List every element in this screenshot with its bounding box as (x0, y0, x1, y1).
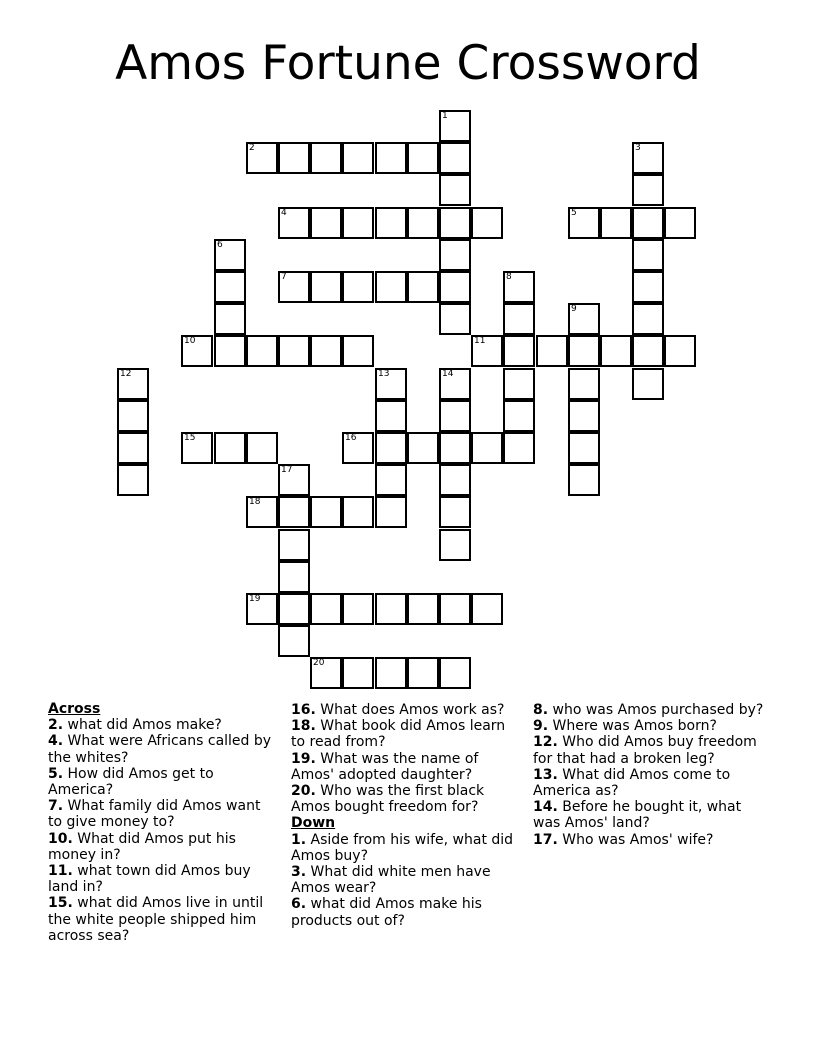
clue-item (291, 783, 519, 815)
clues-column-2 (291, 702, 519, 929)
clue-text: What did Amos put his money in? (48, 830, 236, 863)
clue-text: who was Amos purchased by? (552, 702, 764, 718)
clue-item (533, 767, 768, 799)
grid-cell[interactable] (439, 400, 471, 432)
clue-number: 8. (533, 702, 549, 718)
cell-number: 1 (442, 111, 448, 121)
clue-text: What did Amos come to America as? (533, 766, 731, 800)
grid-cell[interactable] (407, 207, 439, 239)
clue-number: 19. (291, 750, 316, 767)
grid-cell[interactable] (278, 207, 310, 239)
clue-number: 10. (48, 830, 73, 847)
clue-item (291, 896, 519, 928)
grid-cell[interactable] (375, 400, 407, 432)
grid-cell[interactable] (407, 432, 439, 464)
grid-cell[interactable] (375, 271, 407, 303)
grid-cell[interactable] (471, 335, 503, 367)
grid-cell[interactable] (342, 657, 374, 689)
down-heading: Down (291, 815, 336, 832)
clue-text: How did Amos get to America? (48, 765, 214, 799)
grid-cell[interactable] (471, 207, 503, 239)
clue-text: What was the name of Amos' adopted daughter? (291, 750, 479, 783)
grid-cell[interactable] (536, 335, 568, 367)
cell-number: 14 (442, 369, 454, 379)
clue-item (48, 863, 276, 895)
cell-number: 10 (184, 336, 196, 346)
clue-item (291, 751, 519, 783)
grid-cell[interactable] (407, 271, 439, 303)
grid-cell[interactable] (342, 271, 374, 303)
grid-cell[interactable] (342, 142, 374, 174)
grid-cell[interactable] (568, 464, 600, 496)
clue-item (533, 718, 768, 734)
grid-cell[interactable] (439, 464, 471, 496)
grid-cell[interactable] (439, 239, 471, 271)
clue-item (291, 832, 519, 864)
cell-number: 11 (474, 336, 486, 346)
clue-text: What does Amos work as? (320, 702, 505, 718)
cell-number: 20 (313, 658, 325, 668)
grid-cell[interactable] (342, 335, 374, 367)
grid-cell[interactable] (310, 142, 342, 174)
grid-cell[interactable] (600, 207, 632, 239)
clue-number: 6. (291, 896, 307, 913)
grid-cell[interactable] (246, 593, 278, 625)
grid-cell[interactable] (503, 335, 535, 367)
grid-cell[interactable] (278, 529, 310, 561)
clue-text: Aside from his wife, what did Amos buy? (291, 831, 514, 864)
grid-cell[interactable] (600, 335, 632, 367)
grid-cell[interactable] (439, 496, 471, 528)
grid-cell[interactable] (439, 110, 471, 142)
grid-cell[interactable] (214, 271, 246, 303)
grid-cell[interactable] (278, 593, 310, 625)
clue-text: What were Africans called by the whites? (48, 733, 272, 766)
clue-number: 18. (291, 718, 316, 735)
grid-cell[interactable] (117, 432, 149, 464)
grid-cell[interactable] (375, 142, 407, 174)
clue-number: 3. (291, 864, 307, 881)
grid-cell[interactable] (375, 593, 407, 625)
grid-cell[interactable] (503, 368, 535, 400)
cell-number: 9 (571, 304, 577, 314)
clue-number: 5. (48, 765, 64, 782)
clue-number: 9. (533, 718, 549, 735)
clue-item (533, 799, 768, 831)
cell-number: 8 (506, 272, 512, 282)
clue-number: 4. (48, 733, 64, 750)
grid-cell[interactable] (568, 400, 600, 432)
clue-item (291, 864, 519, 896)
grid-cell[interactable] (568, 335, 600, 367)
grid-cell[interactable] (439, 174, 471, 206)
clue-text: What did white men have Amos wear? (291, 864, 491, 897)
grid-cell[interactable] (664, 335, 696, 367)
clues-column-1 (48, 701, 276, 944)
clue-text: What family did Amos want to give money to? (48, 798, 261, 831)
grid-cell[interactable] (375, 496, 407, 528)
grid-cell[interactable] (632, 207, 664, 239)
grid-cell[interactable] (214, 239, 246, 271)
grid-cell[interactable] (117, 464, 149, 496)
clue-item (48, 733, 276, 765)
cell-number: 5 (571, 208, 577, 218)
grid-cell[interactable] (278, 464, 310, 496)
clue-number: 2. (48, 717, 64, 734)
grid-cell[interactable] (471, 593, 503, 625)
grid-cell[interactable] (278, 142, 310, 174)
grid-cell[interactable] (632, 174, 664, 206)
clue-item (533, 702, 768, 718)
grid-cell[interactable] (214, 432, 246, 464)
clue-item (48, 798, 276, 830)
grid-cell[interactable] (375, 432, 407, 464)
clue-text: what did Amos make? (67, 717, 222, 734)
grid-cell[interactable] (117, 368, 149, 400)
clue-number: 11. (48, 863, 73, 880)
clue-text: what did Amos make his products out of? (291, 896, 482, 929)
grid-cell[interactable] (632, 271, 664, 303)
grid-cell[interactable] (407, 657, 439, 689)
cell-number: 7 (281, 272, 287, 282)
grid-cell[interactable] (246, 335, 278, 367)
clue-number: 20. (291, 783, 316, 800)
grid-cell[interactable] (568, 368, 600, 400)
clue-text: Where was Amos born? (552, 718, 717, 735)
grid-cell[interactable] (632, 239, 664, 271)
grid-cell[interactable] (568, 432, 600, 464)
clue-number: 1. (291, 831, 307, 848)
clue-item (48, 895, 276, 944)
grid-cell[interactable] (310, 657, 342, 689)
grid-cell[interactable] (310, 335, 342, 367)
grid-cell[interactable] (375, 657, 407, 689)
grid-cell[interactable] (568, 303, 600, 335)
grid-cell[interactable] (278, 335, 310, 367)
clue-text: what did Amos live in until the white people shipped him across sea? (48, 895, 264, 944)
grid-cell[interactable] (310, 593, 342, 625)
cell-number: 12 (120, 369, 132, 379)
clue-number: 12. (533, 734, 558, 751)
cell-number: 18 (249, 497, 261, 507)
cell-number: 3 (635, 143, 641, 153)
grid-cell[interactable] (568, 207, 600, 239)
grid-cell[interactable] (471, 432, 503, 464)
grid-cell[interactable] (246, 496, 278, 528)
grid-cell[interactable] (439, 529, 471, 561)
grid-cell[interactable] (310, 207, 342, 239)
clue-text: Who did Amos buy freedom for that had a broken leg? (533, 734, 757, 767)
grid-cell[interactable] (439, 368, 471, 400)
clue-text: Who was the first black Amos bought freedom for? (291, 783, 485, 816)
clue-item (48, 717, 276, 733)
cell-number: 19 (249, 594, 261, 604)
grid-cell[interactable] (214, 303, 246, 335)
cell-number: 2 (249, 143, 255, 153)
grid-cell[interactable] (117, 400, 149, 432)
cell-number: 13 (378, 369, 390, 379)
grid-cell[interactable] (375, 207, 407, 239)
grid-cell[interactable] (278, 271, 310, 303)
grid-cell[interactable] (407, 593, 439, 625)
clue-item (291, 702, 519, 718)
grid-cell[interactable] (503, 271, 535, 303)
grid-cell[interactable] (632, 335, 664, 367)
grid-cell[interactable] (439, 432, 471, 464)
grid-cell[interactable] (310, 496, 342, 528)
grid-cell[interactable] (503, 432, 535, 464)
grid-cell[interactable] (503, 303, 535, 335)
clue-item (48, 831, 276, 863)
clue-number: 15. (48, 895, 73, 912)
grid-cell[interactable] (246, 432, 278, 464)
grid-cell[interactable] (278, 496, 310, 528)
grid-cell[interactable] (439, 303, 471, 335)
cell-number: 17 (281, 465, 293, 475)
grid-cell[interactable] (407, 142, 439, 174)
clue-number: 16. (291, 702, 316, 718)
clue-text: Before he bought it, what was Amos' land? (533, 799, 742, 832)
grid-cell[interactable] (439, 271, 471, 303)
grid-cell[interactable] (439, 142, 471, 174)
clue-item (48, 766, 276, 798)
grid-cell[interactable] (632, 368, 664, 400)
cell-number: 4 (281, 208, 287, 218)
clue-number: 17. (533, 831, 558, 848)
grid-cell[interactable] (181, 432, 213, 464)
grid-cell[interactable] (439, 657, 471, 689)
clue-number: 13. (533, 766, 558, 783)
grid-cell[interactable] (664, 207, 696, 239)
clue-item (533, 734, 768, 766)
clues-column-3 (533, 702, 768, 848)
grid-cell[interactable] (375, 368, 407, 400)
grid-cell[interactable] (310, 271, 342, 303)
clue-text: Who was Amos' wife? (562, 831, 714, 848)
grid-cell[interactable] (375, 464, 407, 496)
clue-item (291, 718, 519, 750)
grid-cell[interactable] (342, 207, 374, 239)
grid-cell[interactable] (439, 593, 471, 625)
page-title: Amos Fortune Crossword (115, 36, 701, 91)
clue-text: what town did Amos buy land in? (48, 863, 251, 896)
grid-cell[interactable] (503, 400, 535, 432)
grid-cell[interactable] (632, 303, 664, 335)
grid-cell[interactable] (181, 335, 213, 367)
clue-item (533, 832, 768, 848)
cell-number: 15 (184, 433, 196, 443)
grid-cell[interactable] (278, 561, 310, 593)
clue-text: What book did Amos learn to read from? (291, 718, 506, 751)
cell-number: 6 (217, 240, 223, 250)
clue-number: 7. (48, 798, 64, 815)
grid-cell[interactable] (342, 496, 374, 528)
cell-number: 16 (345, 433, 357, 443)
grid-cell[interactable] (632, 142, 664, 174)
clue-number: 14. (533, 799, 558, 816)
grid-cell[interactable] (214, 335, 246, 367)
grid-cell[interactable] (342, 593, 374, 625)
grid-cell[interactable] (439, 207, 471, 239)
grid-cell[interactable] (342, 432, 374, 464)
grid-cell[interactable] (246, 142, 278, 174)
grid-cell[interactable] (278, 625, 310, 657)
across-heading: Across (48, 701, 101, 717)
